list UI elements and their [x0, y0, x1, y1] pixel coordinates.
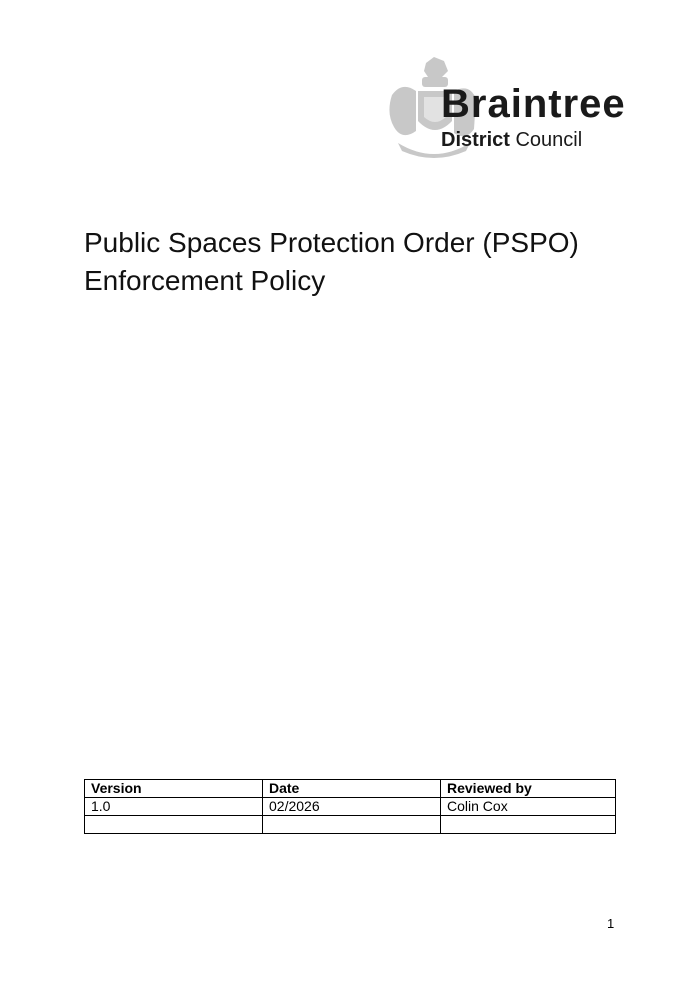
- cell-reviewed-by: [441, 816, 616, 834]
- header-reviewed-by: Reviewed by: [441, 780, 616, 798]
- title-line-2: Enforcement Policy: [84, 265, 326, 296]
- logo-district: District: [441, 129, 510, 151]
- braintree-district-council-logo: [388, 55, 628, 160]
- document-title: [84, 224, 579, 300]
- logo-council: Council: [515, 129, 583, 151]
- cell-date: [263, 816, 441, 834]
- table-header-row: [85, 780, 616, 798]
- logo-subtitle: [441, 129, 582, 151]
- cell-version: 1.0: [85, 798, 263, 816]
- cell-version: [85, 816, 263, 834]
- title-line-1: Public Spaces Protection Order (PSPO): [84, 227, 579, 258]
- cell-date: 02/2026: [263, 798, 441, 816]
- version-table: [84, 779, 616, 834]
- page-number: 1: [607, 916, 615, 931]
- table-row: [85, 816, 616, 834]
- cell-reviewed-by: Colin Cox: [441, 798, 616, 816]
- header-date: Date: [263, 780, 441, 798]
- table-row: [85, 798, 616, 816]
- header-version: Version: [85, 780, 263, 798]
- logo-brand-text: Braintree: [441, 82, 626, 126]
